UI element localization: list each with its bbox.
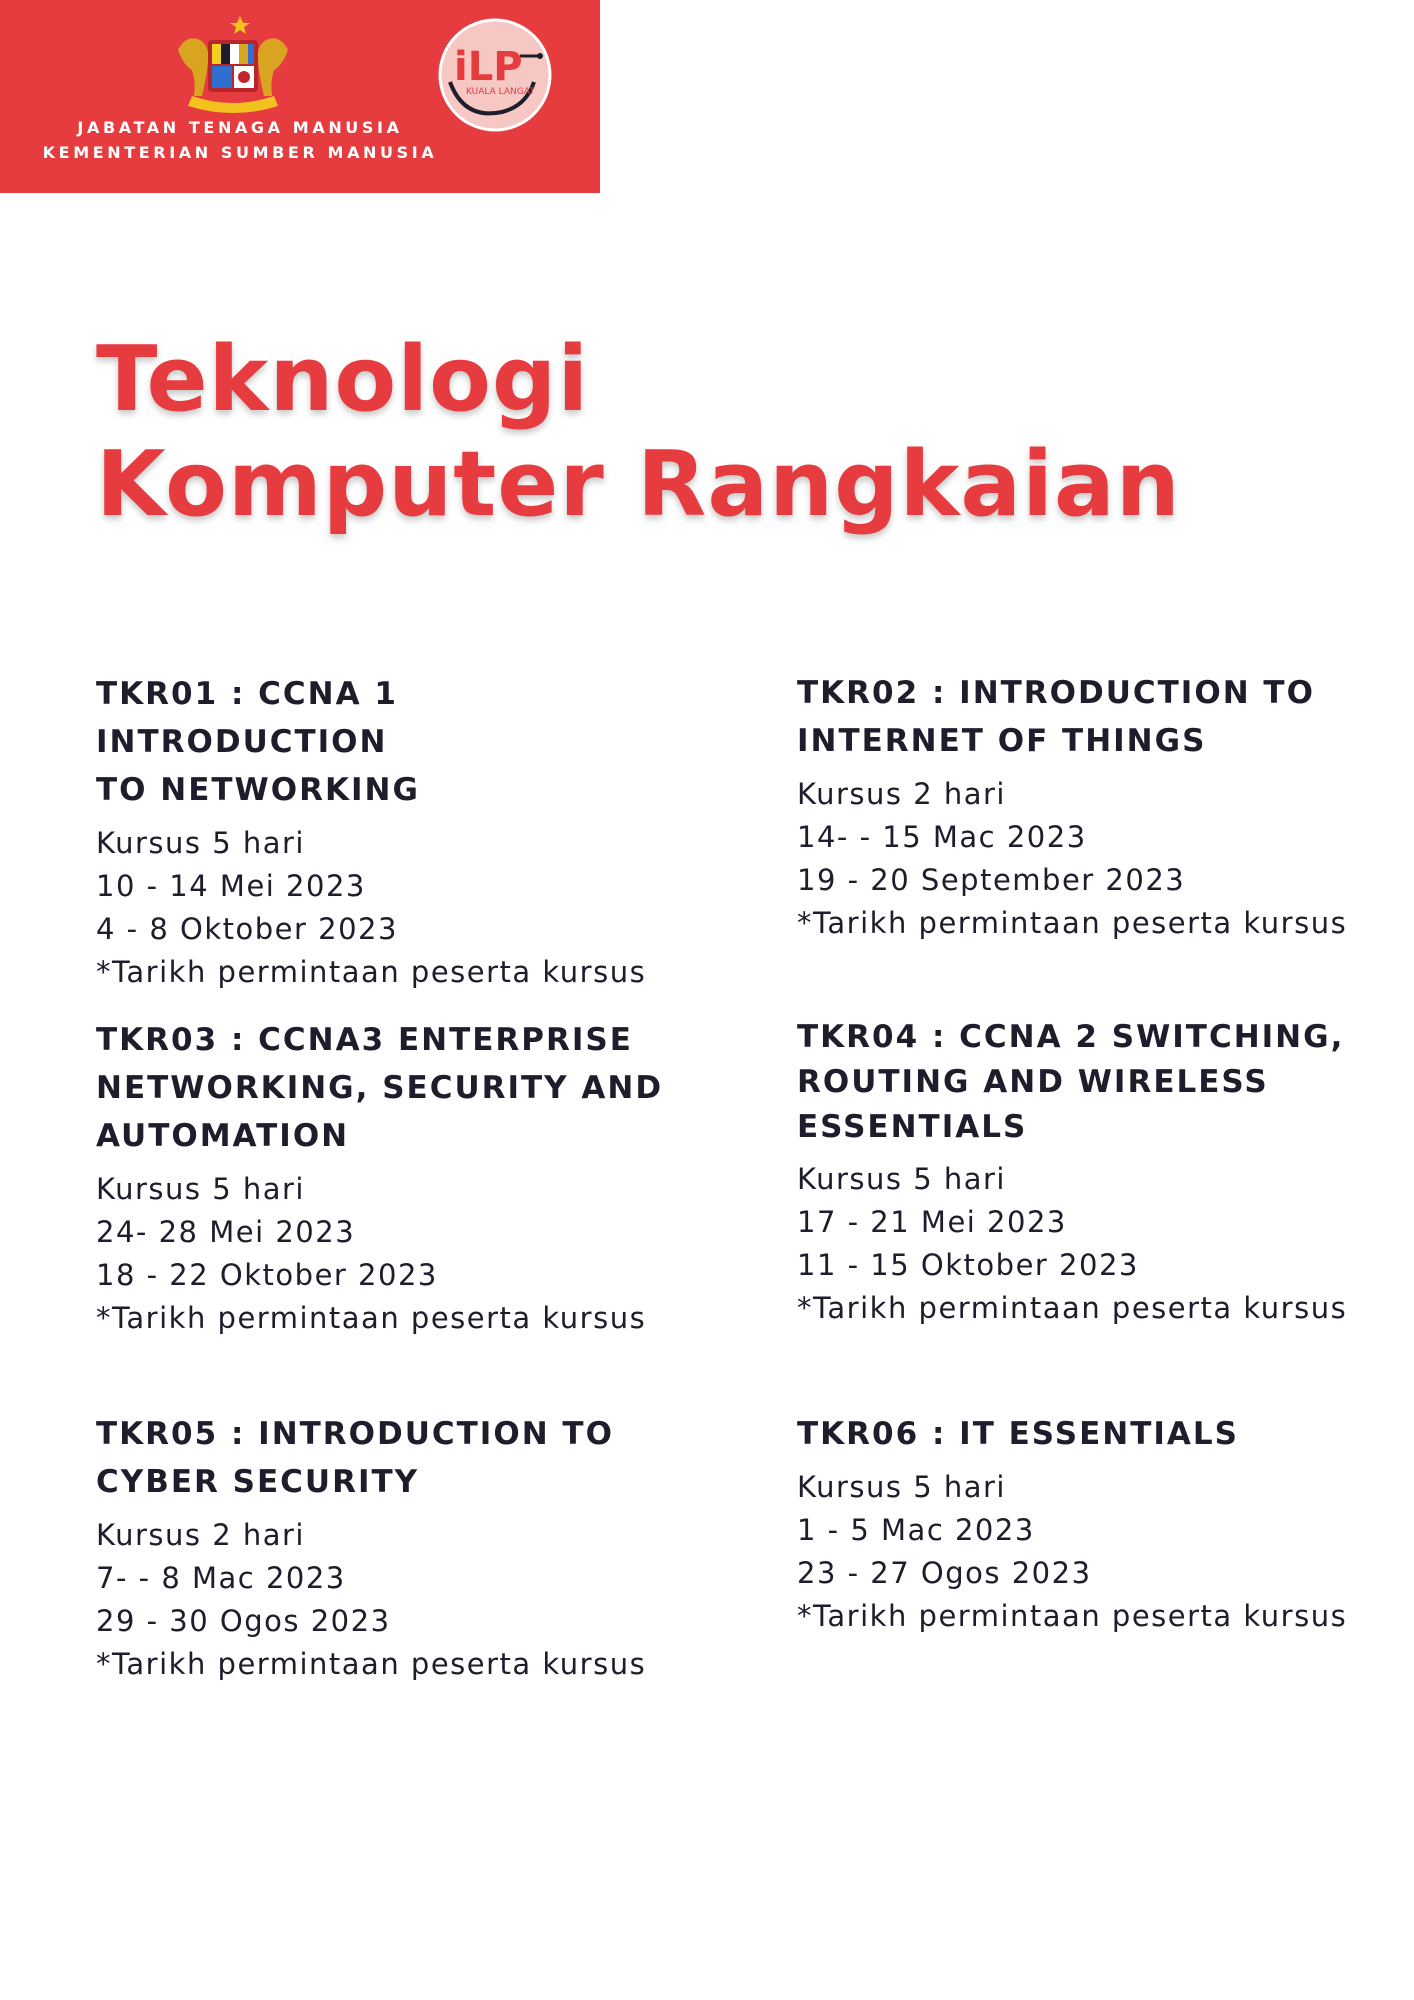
course-tkr01 [96,670,696,994]
course-tkr02 [797,669,1397,945]
course-note: *Tarikh permintaan peserta kursus [797,1291,1348,1325]
course-date: 19 - 20 September 2023 [797,863,1186,897]
course-heading: TKR05 : INTRODUCTION TO CYBER SECURITY [96,1416,614,1500]
course-date: 23 - 27 Ogos 2023 [797,1556,1092,1590]
header-band [0,0,600,193]
course-duration: Kursus 5 hari [797,1162,1006,1196]
course-duration: Kursus 2 hari [797,777,1006,811]
course-date: 29 - 30 Ogos 2023 [96,1604,391,1638]
course-note: *Tarikh permintaan peserta kursus [797,906,1348,940]
page-title-line-2: Komputer Rangkaian [96,432,1181,537]
ilp-logo-subtext: KUALA LANGAT [466,87,535,97]
course-note: *Tarikh permintaan peserta kursus [96,1301,647,1335]
course-date: 18 - 22 Oktober 2023 [96,1258,438,1292]
ilp-logo-text: iLP [454,44,523,90]
course-date: 17 - 21 Mei 2023 [797,1205,1067,1239]
department-name: JABATAN TENAGA MANUSIA [77,118,403,137]
coat-of-arms-icon [168,10,298,114]
course-date: 24- 28 Mei 2023 [96,1215,356,1249]
course-note: *Tarikh permintaan peserta kursus [96,955,647,989]
course-heading: TKR01 : CCNA 1 INTRODUCTION TO NETWORKING [96,676,420,808]
course-note: *Tarikh permintaan peserta kursus [797,1599,1348,1633]
course-date: 1 - 5 Mac 2023 [797,1513,1035,1547]
course-heading: TKR03 : CCNA3 ENTERPRISE NETWORKING, SECURITY AND AUTOMATION [96,1022,664,1154]
course-tkr06 [797,1410,1397,1638]
page-title-line-1: Teknologi [96,327,590,432]
course-tkr03 [96,1016,696,1340]
course-tkr05 [96,1410,696,1686]
course-heading: TKR06 : IT ESSENTIALS [797,1416,1239,1452]
course-date: 10 - 14 Mei 2023 [96,869,366,903]
course-heading: TKR04 : CCNA 2 SWITCHING, ROUTING AND WIRELESS ESSENTIALS [797,1019,1345,1145]
ministry-name: KEMENTERIAN SUMBER MANUSIA [42,143,438,162]
course-duration: Kursus 5 hari [96,1172,305,1206]
course-duration: Kursus 5 hari [96,826,305,860]
course-date: 7- - 8 Mac 2023 [96,1561,346,1595]
course-tkr04 [797,1015,1397,1330]
course-note: *Tarikh permintaan peserta kursus [96,1647,647,1681]
course-duration: Kursus 2 hari [96,1518,305,1552]
course-heading: TKR02 : INTRODUCTION TO INTERNET OF THINGS [797,675,1315,759]
course-date: 11 - 15 Oktober 2023 [797,1248,1139,1282]
course-date: 4 - 8 Oktober 2023 [96,912,398,946]
ilp-logo-icon [436,16,554,134]
course-date: 14- - 15 Mac 2023 [797,820,1087,854]
course-duration: Kursus 5 hari [797,1470,1006,1504]
